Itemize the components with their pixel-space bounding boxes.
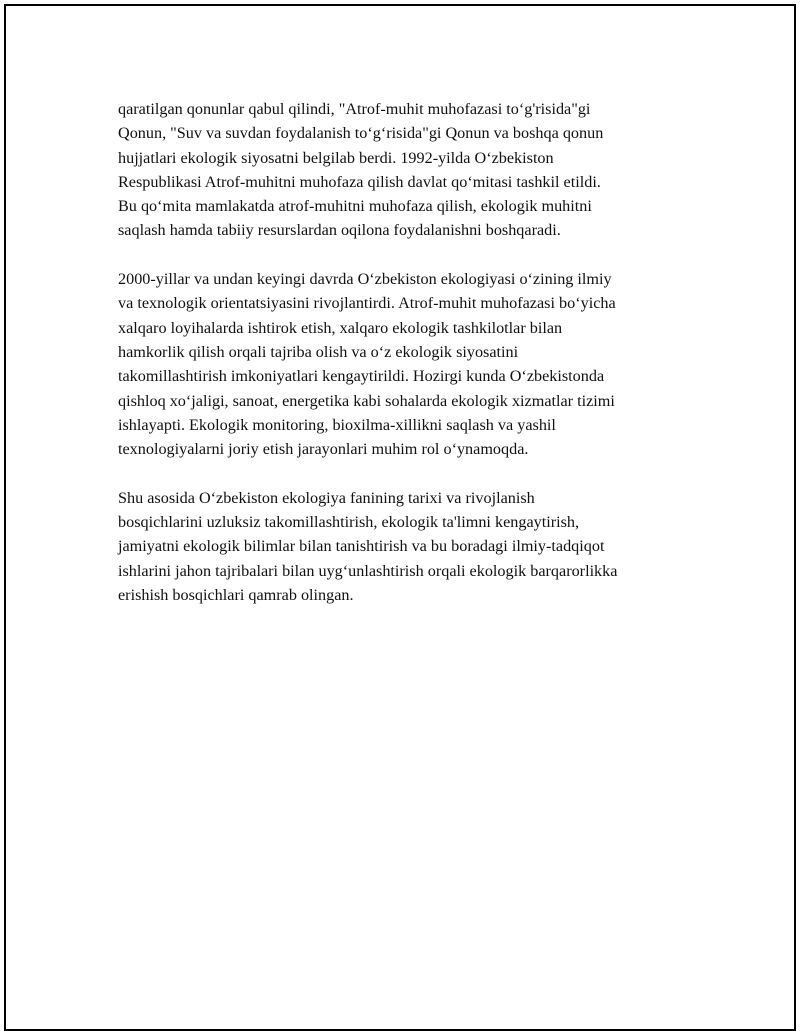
text-line: Qonun, "Suv va suvdan foydalanish to‘g‘risida"gi Qonun va boshqa qonun <box>118 124 604 143</box>
text-line: va texnologik orientatsiyasini rivojlantirdi. Atrof-muhit muhofazasi bo‘yicha <box>118 294 616 313</box>
text-line: qaratilgan qonunlar qabul qilindi, "Atrof-muhit muhofazasi to‘g'risida"gi <box>118 100 591 118</box>
text-line: Shu asosida O‘zbekiston ekologiya fanining tarixi va rivojlanish <box>118 488 535 507</box>
text-line: jamiyatni ekologik bilimlar bilan tanishtirish va bu boradagi ilmiy-tadqiqot <box>118 537 605 556</box>
paragraph-1 <box>118 97 708 243</box>
paragraph-2 <box>118 267 708 461</box>
paragraph-3 <box>118 486 708 607</box>
text-line: Bu qo‘mita mamlakatda atrof-muhitni muhofaza qilish, ekologik muhitni <box>118 197 592 216</box>
text-line: takomillashtirish imkoniyatlari kengaytirildi. Hozirgi kunda O‘zbekistonda <box>118 367 605 386</box>
text-line: 2000-yillar va undan keyingi davrda O‘zbekiston ekologiyasi o‘zining ilmiy <box>118 270 612 289</box>
text-line: hamkorlik qilish orqali tajriba olish va o‘z ekologik siyosatini <box>118 342 519 361</box>
page <box>4 4 796 1031</box>
text-line: xalqaro loyihalarda ishtirok etish, xalqaro ekologik tashkilotlar bilan <box>118 318 563 337</box>
text-line: texnologiyalarni joriy etish jarayonlari muhim rol o‘ynamoqda. <box>118 440 529 459</box>
text-line: ishlayapti. Ekologik monitoring, bioxilma-xillikni saqlash va yashil <box>118 415 556 434</box>
text-line: ishlarini jahon tajribalari bilan uyg‘unlashtirish orqali ekologik barqarorlikka <box>118 561 618 580</box>
text-line: bosqichlarini uzluksiz takomillashtirish, ekologik ta'limni kengaytirish, <box>118 513 580 532</box>
document-body <box>118 97 708 632</box>
text-line: hujjatlari ekologik siyosatni belgilab berdi. 1992-yilda O‘zbekiston <box>118 148 554 167</box>
text-line: Respublikasi Atrof-muhitni muhofaza qilish davlat qo‘mitasi tashkil etildi. <box>118 172 601 191</box>
text-line: qishloq xo‘jaligi, sanoat, energetika kabi sohalarda ekologik xizmatlar tizimi <box>118 391 615 410</box>
text-line: saqlash hamda tabiiy resurslardan oqilona foydalanishni boshqaradi. <box>118 221 561 240</box>
text-line: erishish bosqichlari qamrab olingan. <box>118 585 354 604</box>
